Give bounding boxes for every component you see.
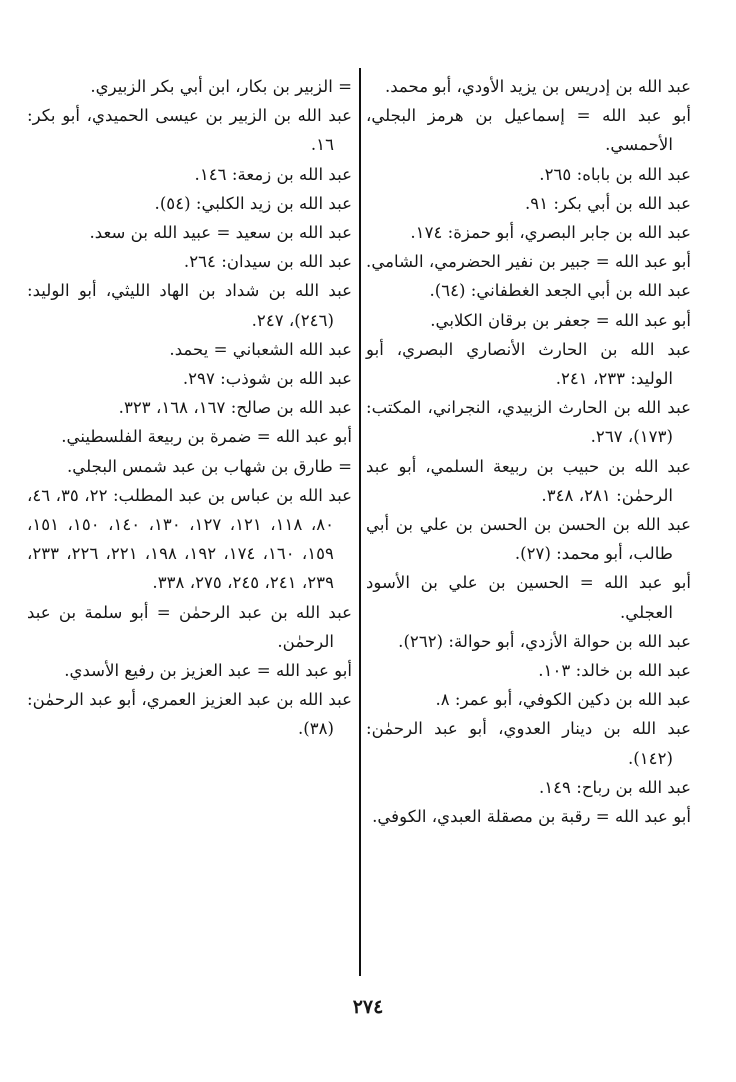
index-entry: أبو عبد الله = جعفر بن برقان الكلابي.	[430, 310, 691, 330]
index-entry: = الزبير بن بكار، ابن أبي بكر الزبيري.	[90, 77, 352, 96]
index-entry: عبد الله بن الزبير بن عيسى الحميدي، أبو بكر: ١٦.	[27, 106, 352, 155]
index-entry: عبد الله بن حبيب بن ربيعة السلمي، أبو عبد الرحمٰن: ٢٨١، ٣٤٨.	[366, 456, 691, 505]
index-entry: عبد الله بن أبي بكر: ٩١.	[525, 193, 691, 213]
index-entry: عبد الله بن زيد الكلبي: (٥٤).	[154, 193, 352, 213]
index-column-right	[366, 72, 691, 831]
index-entry: عبد الله الشعباني = يحمد.	[169, 339, 352, 359]
index-entry: عبد الله بن سيدان: ٢٦٤.	[183, 252, 352, 272]
index-entry: عبد الله بن جابر البصري، أبو حمزة: ١٧٤.	[410, 223, 691, 243]
index-entry: عبد الله بن خالد: ١٠٣.	[538, 661, 691, 681]
index-entry: عبد الله بن عبد العزيز العمري، أبو عبد الرحمٰن: (٣٨).	[27, 690, 352, 739]
column-divider	[359, 68, 361, 976]
index-entry: عبد الله بن شوذب: ٢٩٧.	[182, 369, 352, 389]
index-entry: أبو عبد الله = رقبة بن مصقلة العبدي، الكوفي.	[372, 807, 691, 827]
index-entry: أبو عبد الله = إسماعيل بن هرمز البجلي، الأحمسي.	[366, 106, 691, 155]
index-entry: عبد الله بن الحسن بن الحسن بن علي بن أبي طالب، أبو محمد: (٢٧).	[366, 515, 691, 564]
index-entry: عبد الله بن عبد الرحمٰن = أبو سلمة بن عبد الرحمٰن.	[27, 602, 352, 651]
index-entry: عبد الله بن إدريس بن يزيد الأودي، أبو محمد.	[384, 77, 691, 96]
index-entry: = طارق بن شهاب بن عبد شمس البجلي.	[67, 456, 352, 476]
index-entry: عبد الله بن شداد بن الهاد الليثي، أبو الوليد: (٢٤٦)، ٢٤٧.	[27, 281, 352, 330]
index-entry: أبو عبد الله = الحسين بن علي بن الأسود العجلي.	[366, 573, 691, 622]
index-entry: عبد الله بن الحارث الزبيدي، النجراني، المكتب: (١٧٣)، ٢٦٧.	[366, 398, 691, 447]
page-number: ٢٧٤	[352, 996, 384, 1018]
index-entry: عبد الله بن الحارث الأنصاري البصري، أبو الوليد: ٢٣٣، ٢٤١.	[366, 339, 691, 389]
index-entry: عبد الله بن باباه: ٢٦٥.	[539, 164, 691, 184]
index-entry: عبد الله بن عباس بن عبد المطلب: ٢٢، ٣٥، ٤٦، ٨٠، ١١٨، ١٢١، ١٢٧، ١٣٠، ١٤٠، ١٥٠، ١٥١، ١٥٩، ١٦٠، ١٧٤، ١٩٢، ١٩٨، ٢٢١، ٢٢٦، ٢٣٣، ٢٣٩، ٢٤١، ٢٤٥، ٢٧٥، ٣٣٨.	[27, 485, 352, 593]
index-entry: عبد الله بن زمعة: ١٤٦.	[194, 164, 352, 184]
index-column-left	[27, 72, 352, 744]
index-entry: عبد الله بن دكين الكوفي، أبو عمر: ٨.	[435, 690, 691, 710]
index-entry: عبد الله بن أبي الجعد الغطفاني: (٦٤).	[429, 281, 691, 301]
index-entry: عبد الله بن حوالة الأزدي، أبو حوالة: (٢٦٢).	[398, 631, 691, 651]
index-entry: أبو عبد الله = ضمرة بن ربيعة الفلسطيني.	[61, 427, 352, 447]
index-entry: عبد الله بن رباح: ١٤٩.	[538, 777, 691, 797]
index-entry: عبد الله بن صالح: ١٦٧، ١٦٨، ٣٢٣.	[118, 398, 352, 418]
index-entry: أبو عبد الله = جبير بن نفير الحضرمي، الشامي.	[366, 252, 691, 272]
index-entry: عبد الله بن دينار العدوي، أبو عبد الرحمٰن: (١٤٢).	[366, 719, 691, 768]
index-entry: عبد الله بن سعيد = عبيد الله بن سعد.	[89, 223, 352, 243]
index-entry: أبو عبد الله = عبد العزيز بن رفيع الأسدي.	[64, 661, 352, 681]
